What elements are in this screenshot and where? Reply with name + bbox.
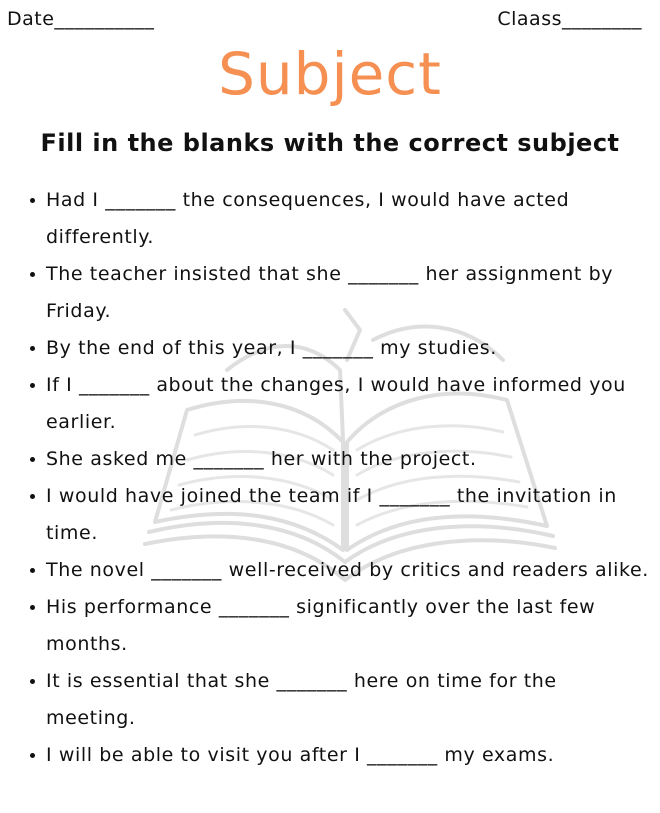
list-item — [0, 182, 660, 256]
question-text: She asked me _______ her with the project. — [46, 448, 477, 470]
instructions-heading: Fill in the blanks with the correct subject — [40, 129, 620, 157]
bullet-icon — [30, 198, 35, 203]
bullet-icon — [30, 346, 35, 351]
class-field: Claass________ — [497, 8, 642, 30]
bullet-icon — [30, 753, 35, 758]
question-list — [0, 182, 660, 774]
list-item — [0, 589, 660, 663]
list-item — [0, 663, 660, 737]
bullet-icon — [30, 494, 35, 499]
list-item — [0, 330, 660, 367]
question-text: If I _______ about the changes, I would have informed you earlier. — [46, 374, 626, 433]
bullet-icon — [30, 272, 35, 277]
question-text: I would have joined the team if I _______ the invitation in time. — [46, 485, 617, 544]
bullet-icon — [30, 457, 35, 462]
worksheet-header — [7, 8, 642, 36]
question-text: It is essential that she _______ here on time for the meeting. — [46, 670, 557, 729]
page-title: Subject — [218, 40, 442, 108]
list-item — [0, 478, 660, 552]
list-item — [0, 256, 660, 330]
list-item — [0, 737, 660, 774]
question-text: By the end of this year, I _______ my studies. — [46, 337, 497, 359]
bullet-icon — [30, 605, 35, 610]
list-item — [0, 552, 660, 589]
bullet-icon — [30, 568, 35, 573]
list-item — [0, 441, 660, 478]
question-text: Had I _______ the consequences, I would have acted differently. — [46, 189, 570, 248]
question-text: His performance _______ significantly over the last few months. — [46, 596, 596, 655]
question-text: The teacher insisted that she _______ her assignment by Friday. — [46, 263, 614, 322]
bullet-icon — [30, 679, 35, 684]
bullet-icon — [30, 383, 35, 388]
date-field: Date__________ — [7, 8, 155, 30]
question-text: I will be able to visit you after I _______ my exams. — [46, 744, 555, 766]
list-item — [0, 367, 660, 441]
question-text: The novel _______ well-received by critics and readers alike. — [46, 559, 649, 581]
